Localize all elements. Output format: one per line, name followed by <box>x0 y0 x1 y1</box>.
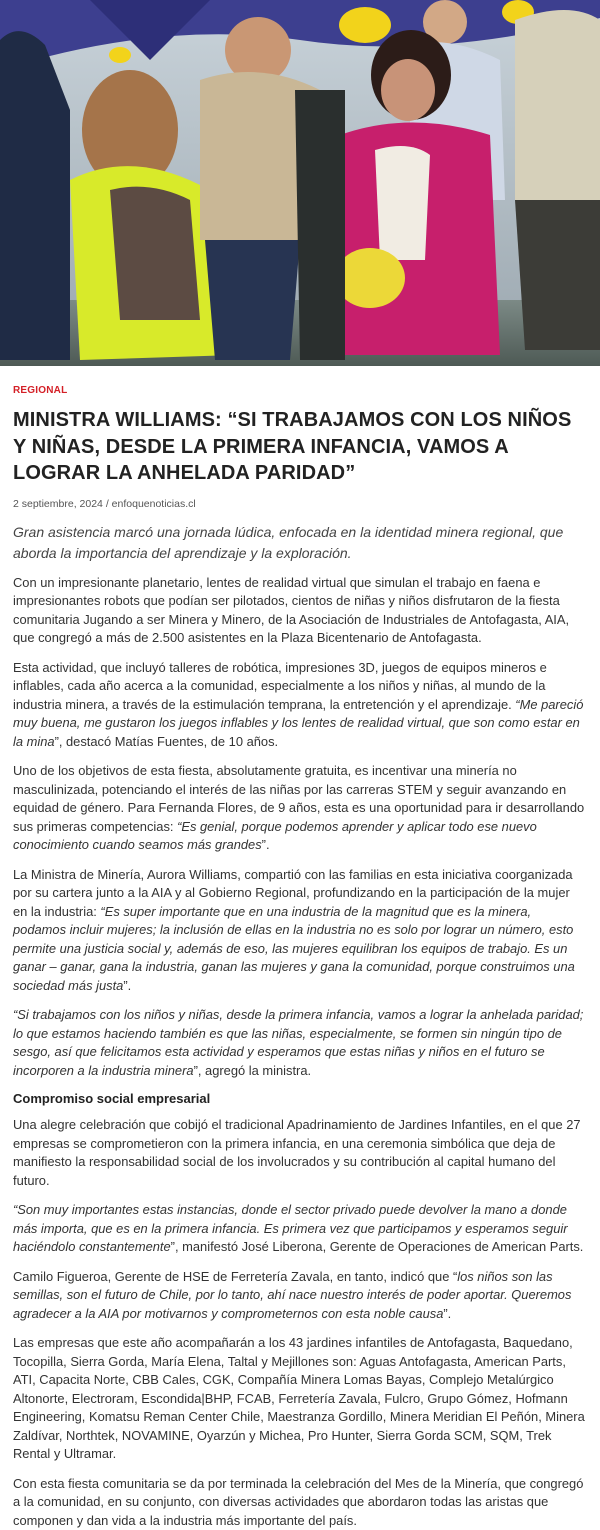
paragraph-4 <box>13 866 587 996</box>
article-date: 2 septiembre, 2024 <box>13 498 103 510</box>
paragraph-8 <box>13 1268 587 1324</box>
paragraph-2-tail: ”, destacó Matías Fuentes, de 10 años. <box>55 734 279 749</box>
paragraph-3 <box>13 762 587 855</box>
hero-photo <box>0 0 600 366</box>
paragraph-5-tail: ”, agregó la ministra. <box>194 1063 312 1078</box>
paragraph-2-quote: “Me pareció muy buena, me gustaron los juegos inflables y los lentes de realidad virtual, que son como estar en la mina <box>13 697 583 749</box>
meta-separator: / <box>103 498 112 510</box>
paragraph-4-tail: ”. <box>123 978 131 993</box>
paragraph-8-quote: los niños son las semillas, son el futuro de Chile, por lo tanto, ahí nace nuestro interés de poder aportar. Queremos agradecer a la AIA por motivarnos y comprometernos con esta noble causa <box>13 1269 571 1321</box>
paragraph-3-quote: “Es genial, porque podemos aprender y aplicar todo ese nuevo conocimiento cuando seamos más grandes <box>13 819 537 853</box>
paragraph-2-text: Esta actividad, que incluyó talleres de robótica, impresiones 3D, juegos de equipos mineros e inflables, cada año acerca a la comunidad, especialmente a los niños y niñas, al mundo de la industria minera, a través de la estimulación temprana, la entretención y el aprendizaje. <box>13 660 547 712</box>
article <box>0 366 600 1530</box>
section-subheading: Compromiso social empresarial <box>13 1091 587 1106</box>
paragraph-4-quote: “Es super importante que en una industria de la magnitud que es la minera, podamos incluir mujeres; la inclusión de ellas en la industria no es solo por lograr un número, esto permite una justicia social y, además de eso, las mujeres equilibran los equipos de trabajo. Es un ganar – ganar, gana la industria, ganan las mujeres y gana la comunidad, porque construimos una sociedad más justa <box>13 904 575 993</box>
paragraph-7-tail: ”, manifestó José Liberona, Gerente de Operaciones de American Parts. <box>171 1239 584 1254</box>
paragraph-5-quote: “Si trabajamos con los niños y niñas, desde la primera infancia, vamos a lograr la anhelada paridad; lo que estamos haciendo también es que las niñas, especialmente, se formen sin ningún tipo de sesgo, así que felicitamos esta actividad y esperamos que estas niñas y niños en el futuro se incorporen a la industria minera <box>13 1007 583 1078</box>
article-meta <box>13 498 587 510</box>
category-link[interactable]: REGIONAL <box>13 385 67 396</box>
paragraph-6: Una alegre celebración que cobijó el tradicional Apadrinamiento de Jardines Infantiles, en el que 27 empresas se comprometieron con la primera infancia, en una ceremonia simbólica que deja de manifiesto la responsabilidad social de los involucrados y su contribución al capital humano del futuro. <box>13 1116 587 1190</box>
paragraph-3-tail: ”. <box>262 837 270 852</box>
article-body <box>13 574 587 1530</box>
paragraph-10: Con esta fiesta comunitaria se da por terminada la celebración del Mes de la Minería, que congregó a la comunidad, en su conjunto, con diversas actividades que abordaron todas las aristas que componen y dan vida a la industria más importante del país. <box>13 1475 587 1530</box>
hero-photo-illustration <box>0 0 600 366</box>
article-lead: Gran asistencia marcó una jornada lúdica, enfocada en la identidad minera regional, que aborda la importancia del aprendizaje y la exploración. <box>13 522 587 564</box>
paragraph-2 <box>13 659 587 752</box>
paragraph-4-text: La Ministra de Minería, Aurora Williams, compartió con las familias en esta iniciativa coorganizada por su cartera junto a la AIA y al Gobierno Regional, profundizando en la participación de la mujer en la industria: <box>13 867 573 919</box>
article-title: MINISTRA WILLIAMS: “SI TRABAJAMOS CON LOS NIÑOS Y NIÑAS, DESDE LA PRIMERA INFANCIA, VAMOS A LOGRAR LA ANHELADA PARIDAD” <box>13 407 587 487</box>
paragraph-7 <box>13 1201 587 1257</box>
paragraph-7-quote: “Son muy importantes estas instancias, donde el sector privado puede devolver la mano a donde más importa, que es en la primera infancia. Es primera vez que participamos y esperamos seguir haciéndolo constantemente <box>13 1202 568 1254</box>
paragraph-1: Con un impresionante planetario, lentes de realidad virtual que simulan el trabajo en faena e impresionantes robots que podían ser pilotados, cientos de niñas y niños disfrutaron de la fiesta comunitaria Jugando a ser Minera y Minero, de la Asociación de Industriales de Antofagasta, AIA, que congregó a más de 2.500 asistentes en la Plaza Bicentenario de Antofagasta. <box>13 574 587 648</box>
paragraph-5 <box>13 1006 587 1080</box>
paragraph-9: Las empresas que este año acompañarán a los 43 jardines infantiles de Antofagasta, Baquedano, Tocopilla, Sierra Gorda, María Elena, Taltal y Mejillones son: Aguas Antofagasta, American Parts, ATI, Capacita Norte, CBB Cales, CGK, Compañía Minera Lomas Bayas, Complejo Metalúrgico Altonorte, Electroram, Escondida|BHP, FCAB, Ferretería Zavala, Fulcro, Grupo Gómez, Hofmann Engineering, Komatsu Reman Center Chile, Maestranza Gordillo, Minera Meridian El Peñón, Minera Zaldívar, Northtek, NOVAMINE, Oyarzún y Michea, Pro Hunter, Sierra Gorda SCM, SQM, Trek Rental y Ultramar. <box>13 1334 587 1464</box>
article-source[interactable]: enfoquenoticias.cl <box>112 498 196 510</box>
paragraph-8-tail: ”. <box>443 1306 451 1321</box>
paragraph-8-text: Camilo Figueroa, Gerente de HSE de Ferretería Zavala, en tanto, indicó que “ <box>13 1269 457 1284</box>
paragraph-3-text: Uno de los objetivos de esta fiesta, absolutamente gratuita, es incentivar una minería no masculinizada, potenciando el interés de las niñas por las carreras STEM y seguir avanzando en equidad de género. Para Fernanda Flores, de 9 años, esta es una oportunidad para ir desarrollando sus primeras competencias: <box>13 763 584 834</box>
